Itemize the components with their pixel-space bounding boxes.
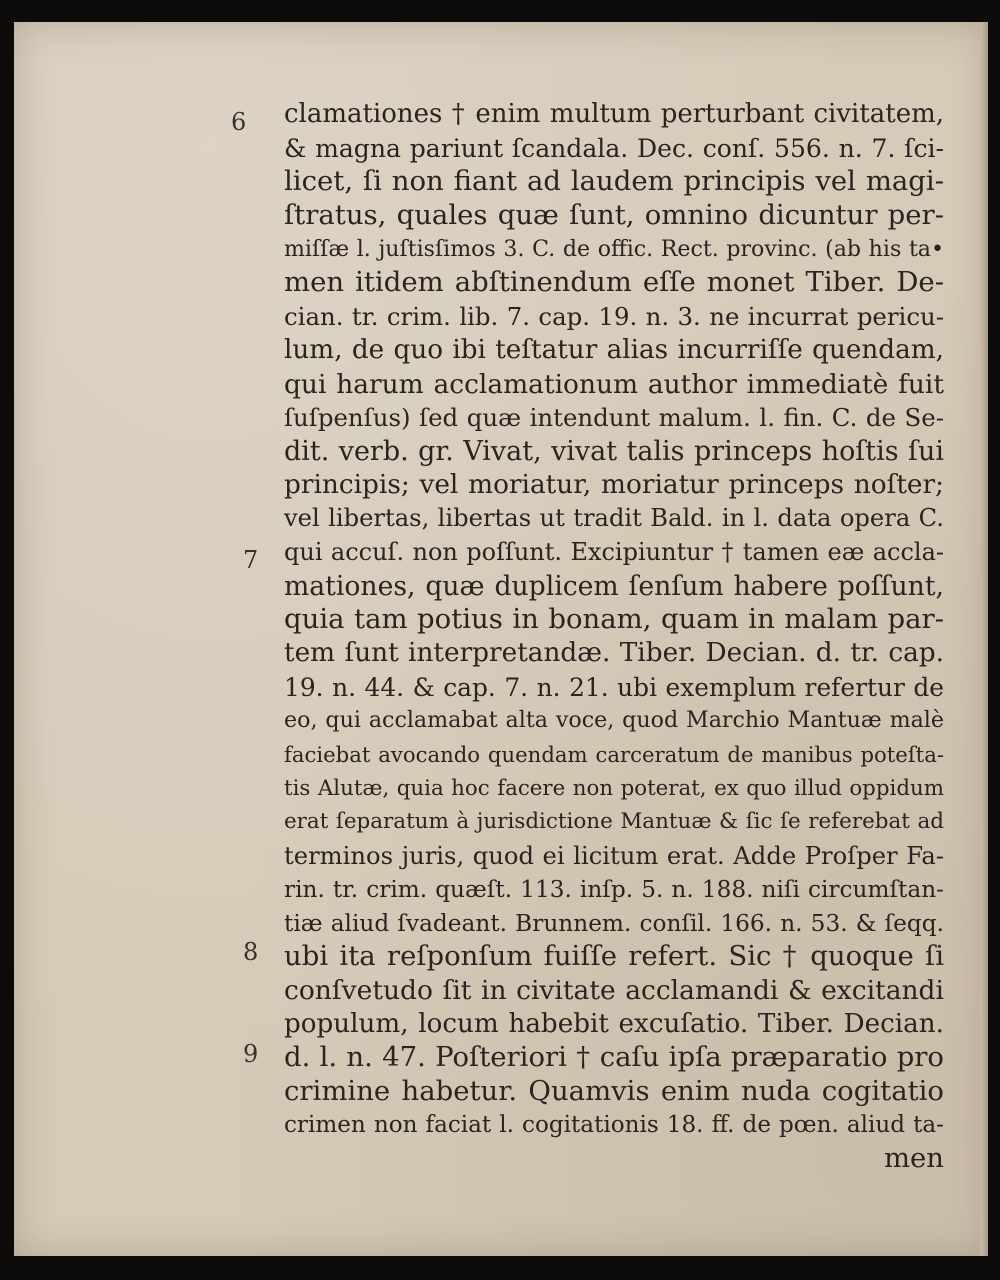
text-line: erat ſeparatum à jurisdictione Mantuæ & ſic ſe referebat ad [284,809,944,835]
text-line: cian. tr. crim. lib. 7. cap. 19. n. 3. ne incurrat pericu- [284,302,944,332]
text-line: ſuſpenſus) ſed quæ intendunt malum. l. fin. C. de Se- [284,403,944,433]
text-line: men itidem abſtinendum eſſe monet Tiber. De- [284,266,944,299]
text-line: lum, de quo ibi teſtatur alias incurriſſe quendam, [284,334,944,365]
text-line: populum, locum habebit excuſatio. Tiber. Decian. [284,1008,944,1039]
text-line: ubi ita reſponſum fuiſſe refert. Sic † quoque ſi [284,940,944,973]
book-page [14,22,988,1256]
catchword: men [883,1142,944,1175]
text-line: principis; vel moriatur, moriatur princeps noſter; [284,469,944,500]
text-line: & magna pariunt ſcandala. Dec. conſ. 556. n. 7. ſci- [284,133,944,163]
text-line: tis Alutæ, quia hoc facere non poterat, ex quo illud oppidum [284,775,944,801]
margin-number-7: 7 [243,546,259,574]
text-line: quia tam potius in bonam, quam in malam par- [284,603,944,636]
text-line: terminos juris, quod ei licitum erat. Adde Proſper Fa- [284,841,944,871]
text-line: conſvetudo ſit in civitate acclamandi & excitandi [284,974,944,1006]
text-line: qui accuſ. non poſſunt. Excipiuntur † tamen eæ accla- [284,537,944,566]
text-line: eo, qui acclamabat alta voce, quod Marchio Mantuæ malè [284,707,944,734]
text-line: mationes, quæ duplicem ſenſum habere poſſunt, [284,570,944,602]
text-line: d. l. n. 47. Poſteriori † caſu ipſa præparatio pro [284,1041,944,1074]
text-line: rin. tr. crim. quæſt. 113. inſp. 5. n. 188. niſi circumſtan- [284,875,944,903]
text-line: crimen non faciat l. cogitationis 18. ff. de pœn. aliud ta- [284,1111,944,1138]
text-line: tem ſunt interpretandæ. Tiber. Decian. d. tr. cap. [284,638,944,668]
page-edge [980,22,988,1256]
margin-number-6: 6 [231,108,247,136]
text-line: licet, ſi non fiant ad laudem principis vel magi- [284,165,944,198]
body-text [284,98,944,1176]
margin-number-8: 8 [243,938,259,966]
margin-number-9: 9 [243,1040,259,1068]
text-line: qui harum acclamationum author immediatè fuit [284,368,944,400]
text-line: dit. verb. gr. Vivat, vivat talis princeps hoſtis ſui [284,435,944,467]
text-line: clamationes † enim multum perturbant civitatem, [284,99,944,129]
text-line: tiæ aliud ſvadeant. Brunnem. conſil. 166. n. 53. & ſeqq. [284,909,944,937]
text-line: vel libertas, libertas ut tradit Bald. in l. data opera C. [284,504,944,533]
text-line: 19. n. 44. & cap. 7. n. 21. ubi exemplum refertur de [284,672,944,702]
text-line: miſſæ l. juſtisſimos 3. C. de offic. Rect. provinc. (ab his ta• [284,236,944,262]
text-line: crimine habetur. Quamvis enim nuda cogitatio [284,1074,944,1107]
text-line: faciebat avocando quendam carceratum de manibus poteſta- [284,742,944,768]
text-line: ſtratus, quales quæ ſunt, omnino dicuntur per- [284,199,944,232]
